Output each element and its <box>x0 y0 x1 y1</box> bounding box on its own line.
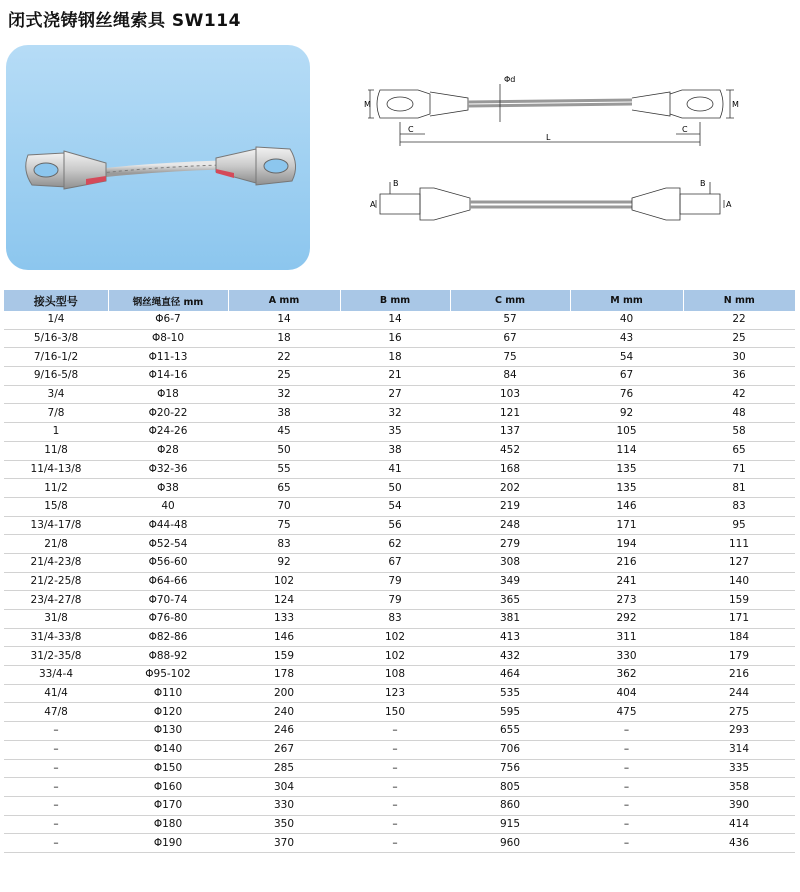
cell-model: 47/8 <box>44 705 68 718</box>
cell-n: 436 <box>728 836 750 849</box>
cell-n: 58 <box>732 425 746 438</box>
cell-m: 216 <box>616 556 637 569</box>
table-row <box>4 479 795 498</box>
cell-c: 84 <box>503 369 517 382</box>
cell-model: 13/4-17/8 <box>30 518 82 531</box>
cell-rope-diameter: Φ180 <box>153 817 183 830</box>
dimension-diagram <box>360 62 740 232</box>
table-row <box>4 647 795 666</box>
cell-b: 54 <box>388 500 402 513</box>
table-row <box>4 460 795 479</box>
cell-n: 358 <box>728 780 750 793</box>
cell-rope-diameter: Φ70-74 <box>148 593 188 606</box>
table-header-row <box>4 290 795 311</box>
table-row <box>4 404 795 423</box>
cell-n: 140 <box>728 574 750 587</box>
cell-b: 41 <box>388 462 402 475</box>
cell-n: 25 <box>732 332 746 345</box>
cell-c: 655 <box>499 724 521 737</box>
cell-n: 83 <box>732 500 746 513</box>
cell-rope-diameter: Φ110 <box>153 687 183 700</box>
label-c-right: C <box>682 125 688 134</box>
cell-b: – <box>392 817 398 830</box>
cell-a: 22 <box>277 350 291 363</box>
cell-a: 304 <box>273 780 295 793</box>
table-row <box>4 441 795 460</box>
cell-rope-diameter: Φ64-66 <box>148 574 188 587</box>
cell-c: 381 <box>499 612 521 625</box>
cell-a: 350 <box>273 817 295 830</box>
cell-b: 150 <box>384 705 406 718</box>
cell-model: 15/8 <box>44 500 68 513</box>
cell-rope-diameter: Φ76-80 <box>148 612 188 625</box>
label-a-right: A <box>726 200 732 209</box>
cell-a: 178 <box>273 668 295 681</box>
cell-m: 171 <box>616 518 637 531</box>
cell-a: 92 <box>277 556 291 569</box>
cell-model: – <box>53 724 59 737</box>
cell-model: – <box>53 817 59 830</box>
cell-c: 308 <box>499 556 521 569</box>
cell-model: – <box>53 780 59 793</box>
cell-n: 216 <box>728 668 750 681</box>
cell-m: 67 <box>619 369 634 382</box>
cell-b: 102 <box>384 649 406 662</box>
cell-a: 32 <box>277 388 291 401</box>
cell-rope-diameter: Φ8-10 <box>151 332 185 345</box>
cell-b: 83 <box>388 612 402 625</box>
cell-model: 9/16-5/8 <box>33 369 79 382</box>
cell-b: 27 <box>388 388 402 401</box>
cell-c: 219 <box>499 500 521 513</box>
cell-n: 22 <box>732 313 746 326</box>
table-row <box>4 778 795 797</box>
cell-c: 915 <box>499 817 521 830</box>
cell-m: – <box>623 743 630 756</box>
label-diameter: Φd <box>504 75 516 84</box>
cell-a: 267 <box>273 743 295 756</box>
cell-b: 21 <box>388 369 402 382</box>
cell-b: – <box>392 780 398 793</box>
cell-m: 273 <box>616 593 637 606</box>
cell-m: 330 <box>616 649 637 662</box>
cell-n: 390 <box>728 799 750 812</box>
cell-n: 81 <box>732 481 746 494</box>
table-row <box>4 740 795 759</box>
cell-n: 275 <box>728 705 750 718</box>
cell-c: 248 <box>499 518 521 531</box>
cell-model: 33/4-4 <box>38 668 74 681</box>
cell-m: 146 <box>616 500 637 513</box>
table-row <box>4 628 795 647</box>
cell-rope-diameter: Φ56-60 <box>148 556 188 569</box>
cell-m: 475 <box>616 705 637 718</box>
table-row <box>4 722 795 741</box>
header-a: A mm <box>228 290 340 311</box>
cell-b: 123 <box>384 687 406 700</box>
label-b-right: B <box>700 179 706 188</box>
cell-c: 535 <box>499 687 521 700</box>
cell-model: 23/4-27/8 <box>30 593 82 606</box>
cell-rope-diameter: Φ28 <box>157 444 179 457</box>
cell-c: 103 <box>499 388 521 401</box>
header-m: M mm <box>570 290 683 311</box>
cell-n: 414 <box>728 817 750 830</box>
cell-rope-diameter: Φ130 <box>153 724 183 737</box>
cell-m: 114 <box>616 444 637 457</box>
table-row <box>4 553 795 572</box>
label-b-left: B <box>393 179 399 188</box>
cell-rope-diameter: Φ44-48 <box>148 518 188 531</box>
cell-b: 62 <box>388 537 402 550</box>
cell-rope-diameter: Φ20-22 <box>148 406 188 419</box>
cell-rope-diameter: Φ6-7 <box>155 313 181 326</box>
cell-b: – <box>392 743 398 756</box>
cell-rope-diameter: 40 <box>161 500 175 513</box>
cell-a: 370 <box>273 836 295 849</box>
table-row <box>4 367 795 386</box>
cell-b: 50 <box>388 481 402 494</box>
cell-n: 314 <box>728 743 750 756</box>
cell-rope-diameter: Φ150 <box>153 761 183 774</box>
cell-n: 244 <box>728 687 750 700</box>
table-row <box>4 516 795 535</box>
cell-a: 146 <box>273 631 295 644</box>
cell-model: – <box>53 799 59 812</box>
cell-rope-diameter: Φ38 <box>157 481 179 494</box>
label-a-left: A <box>370 200 376 209</box>
cell-b: 79 <box>388 574 402 587</box>
label-c-left: C <box>408 125 414 134</box>
cell-rope-diameter: Φ160 <box>153 780 183 793</box>
table-row <box>4 348 795 367</box>
cell-c: 67 <box>503 332 517 345</box>
cell-model: 1/4 <box>47 313 65 326</box>
cell-model: – <box>53 743 59 756</box>
cell-model: 1 <box>52 425 60 438</box>
cell-m: 76 <box>619 388 634 401</box>
cell-rope-diameter: Φ120 <box>153 705 183 718</box>
cell-a: 200 <box>273 687 295 700</box>
cell-m: 40 <box>619 313 634 326</box>
header-n: N mm <box>683 290 795 311</box>
cell-c: 860 <box>499 799 521 812</box>
cell-c: 464 <box>499 668 521 681</box>
table-row <box>4 423 795 442</box>
cell-c: 365 <box>499 593 521 606</box>
cell-m: 54 <box>619 350 634 363</box>
cell-m: 92 <box>619 406 634 419</box>
cell-a: 285 <box>273 761 295 774</box>
cell-c: 202 <box>499 481 521 494</box>
cell-a: 45 <box>277 425 291 438</box>
table-row <box>4 311 795 329</box>
header-model: 接头型号 <box>4 290 108 311</box>
cell-model: 11/8 <box>44 444 68 457</box>
table-row <box>4 329 795 348</box>
cell-n: 71 <box>732 462 746 475</box>
label-l: L <box>546 133 551 142</box>
cell-b: 32 <box>388 406 402 419</box>
page-title: 闭式浇铸钢丝绳索具 SW114 <box>8 11 241 31</box>
cell-rope-diameter: Φ170 <box>153 799 183 812</box>
cell-n: 184 <box>728 631 750 644</box>
cell-m: 404 <box>616 687 637 700</box>
table-row <box>4 610 795 629</box>
cell-m: – <box>623 780 630 793</box>
cell-m: 194 <box>616 537 637 550</box>
cell-n: 127 <box>728 556 750 569</box>
cell-a: 330 <box>273 799 295 812</box>
table-row <box>4 759 795 778</box>
cell-c: 137 <box>499 425 521 438</box>
cell-m: 311 <box>616 631 637 644</box>
table-row <box>4 535 795 554</box>
cell-rope-diameter: Φ88-92 <box>148 649 188 662</box>
cell-c: 706 <box>499 743 521 756</box>
cell-a: 65 <box>277 481 291 494</box>
cell-model: 7/8 <box>47 406 65 419</box>
cell-c: 121 <box>499 406 521 419</box>
cell-a: 240 <box>273 705 295 718</box>
cell-c: 595 <box>499 705 521 718</box>
table-row <box>4 385 795 404</box>
cell-model: 31/4-33/8 <box>30 631 82 644</box>
cell-c: 75 <box>503 350 517 363</box>
cell-n: 335 <box>728 761 750 774</box>
cell-a: 124 <box>273 593 295 606</box>
cell-a: 14 <box>277 313 291 326</box>
cell-m: – <box>623 724 630 737</box>
cell-rope-diameter: Φ82-86 <box>148 631 188 644</box>
cell-rope-diameter: Φ24-26 <box>148 425 188 438</box>
table-row <box>4 703 795 722</box>
cell-a: 18 <box>277 332 291 345</box>
cell-rope-diameter: Φ11-13 <box>148 350 188 363</box>
cell-a: 70 <box>277 500 291 513</box>
header-rope-diameter: 钢丝绳直径 mm <box>108 290 228 311</box>
cell-b: 108 <box>384 668 406 681</box>
cell-model: – <box>53 761 59 774</box>
cell-model: 21/4-23/8 <box>30 556 82 569</box>
cell-n: 293 <box>728 724 750 737</box>
cell-model: 7/16-1/2 <box>33 350 79 363</box>
cell-model: 3/4 <box>47 388 65 401</box>
cell-rope-diameter: Φ52-54 <box>148 537 188 550</box>
cell-m: 292 <box>616 612 637 625</box>
cell-c: 452 <box>499 444 521 457</box>
cell-b: 16 <box>388 332 402 345</box>
cell-n: 95 <box>732 518 746 531</box>
cell-model: 21/8 <box>44 537 68 550</box>
cell-a: 246 <box>273 724 295 737</box>
cell-model: 21/2-25/8 <box>30 574 82 587</box>
header-b: B mm <box>340 290 450 311</box>
cell-n: 30 <box>732 350 746 363</box>
specification-table <box>4 290 795 853</box>
cell-c: 960 <box>499 836 521 849</box>
wire-rope-sling-illustration <box>6 45 310 270</box>
cell-c: 279 <box>499 537 521 550</box>
cell-b: 79 <box>388 593 402 606</box>
cell-n: 36 <box>732 369 746 382</box>
cell-b: 56 <box>388 518 402 531</box>
cell-c: 413 <box>499 631 521 644</box>
cell-rope-diameter: Φ32-36 <box>148 462 188 475</box>
cell-b: – <box>392 799 398 812</box>
cell-model: 31/8 <box>44 612 68 625</box>
cell-b: 102 <box>384 631 406 644</box>
cell-m: – <box>623 761 630 774</box>
cell-b: 67 <box>388 556 402 569</box>
table-row <box>4 815 795 834</box>
cell-b: – <box>392 761 398 774</box>
cell-m: 43 <box>619 332 634 345</box>
cell-m: – <box>623 817 630 830</box>
cell-model: 41/4 <box>44 687 68 700</box>
cell-rope-diameter: Φ18 <box>157 388 179 401</box>
cell-model: 5/16-3/8 <box>33 332 79 345</box>
cell-model: 11/2 <box>44 481 68 494</box>
cell-rope-diameter: Φ140 <box>153 743 183 756</box>
table-row <box>4 834 795 853</box>
label-n-right: M <box>732 100 739 109</box>
label-m-left: M <box>364 100 371 109</box>
table-row <box>4 666 795 685</box>
table-row <box>4 684 795 703</box>
cell-m: 105 <box>616 425 637 438</box>
cell-m: 362 <box>616 668 637 681</box>
cell-rope-diameter: Φ14-16 <box>148 369 188 382</box>
cell-c: 432 <box>499 649 521 662</box>
cell-b: 35 <box>388 425 402 438</box>
cell-n: 111 <box>728 537 750 550</box>
cell-a: 25 <box>277 369 291 382</box>
table-row <box>4 572 795 591</box>
cell-a: 102 <box>273 574 295 587</box>
cell-b: 38 <box>388 444 402 457</box>
technical-drawing <box>360 62 740 232</box>
table-row <box>4 591 795 610</box>
cell-c: 805 <box>499 780 521 793</box>
cell-b: 18 <box>388 350 402 363</box>
cell-a: 133 <box>273 612 295 625</box>
cell-rope-diameter: Φ190 <box>153 836 183 849</box>
cell-a: 55 <box>277 462 291 475</box>
cell-rope-diameter: Φ95-102 <box>145 668 191 681</box>
cell-b: – <box>392 724 398 737</box>
cell-m: – <box>623 836 630 849</box>
cell-model: – <box>53 836 59 849</box>
cell-n: 159 <box>728 593 750 606</box>
cell-a: 83 <box>277 537 291 550</box>
cell-model: 31/2-35/8 <box>30 649 82 662</box>
cell-model: 11/4-13/8 <box>30 462 82 475</box>
cell-a: 75 <box>277 518 291 531</box>
product-photo <box>6 45 310 270</box>
cell-c: 168 <box>499 462 521 475</box>
cell-n: 171 <box>728 612 750 625</box>
cell-a: 38 <box>277 406 291 419</box>
cell-n: 65 <box>732 444 746 457</box>
cell-b: 14 <box>388 313 402 326</box>
cell-n: 48 <box>732 406 746 419</box>
table-row <box>4 796 795 815</box>
cell-m: 241 <box>616 574 637 587</box>
cell-m: 135 <box>616 481 637 494</box>
cell-c: 756 <box>499 761 521 774</box>
cell-b: – <box>392 836 398 849</box>
header-c: C mm <box>450 290 570 311</box>
cell-a: 50 <box>277 444 291 457</box>
cell-m: – <box>623 799 630 812</box>
cell-c: 349 <box>499 574 521 587</box>
cell-c: 57 <box>503 313 517 326</box>
cell-n: 179 <box>728 649 750 662</box>
cell-n: 42 <box>732 388 746 401</box>
table-row <box>4 497 795 516</box>
cell-a: 159 <box>273 649 295 662</box>
cell-m: 135 <box>616 462 637 475</box>
